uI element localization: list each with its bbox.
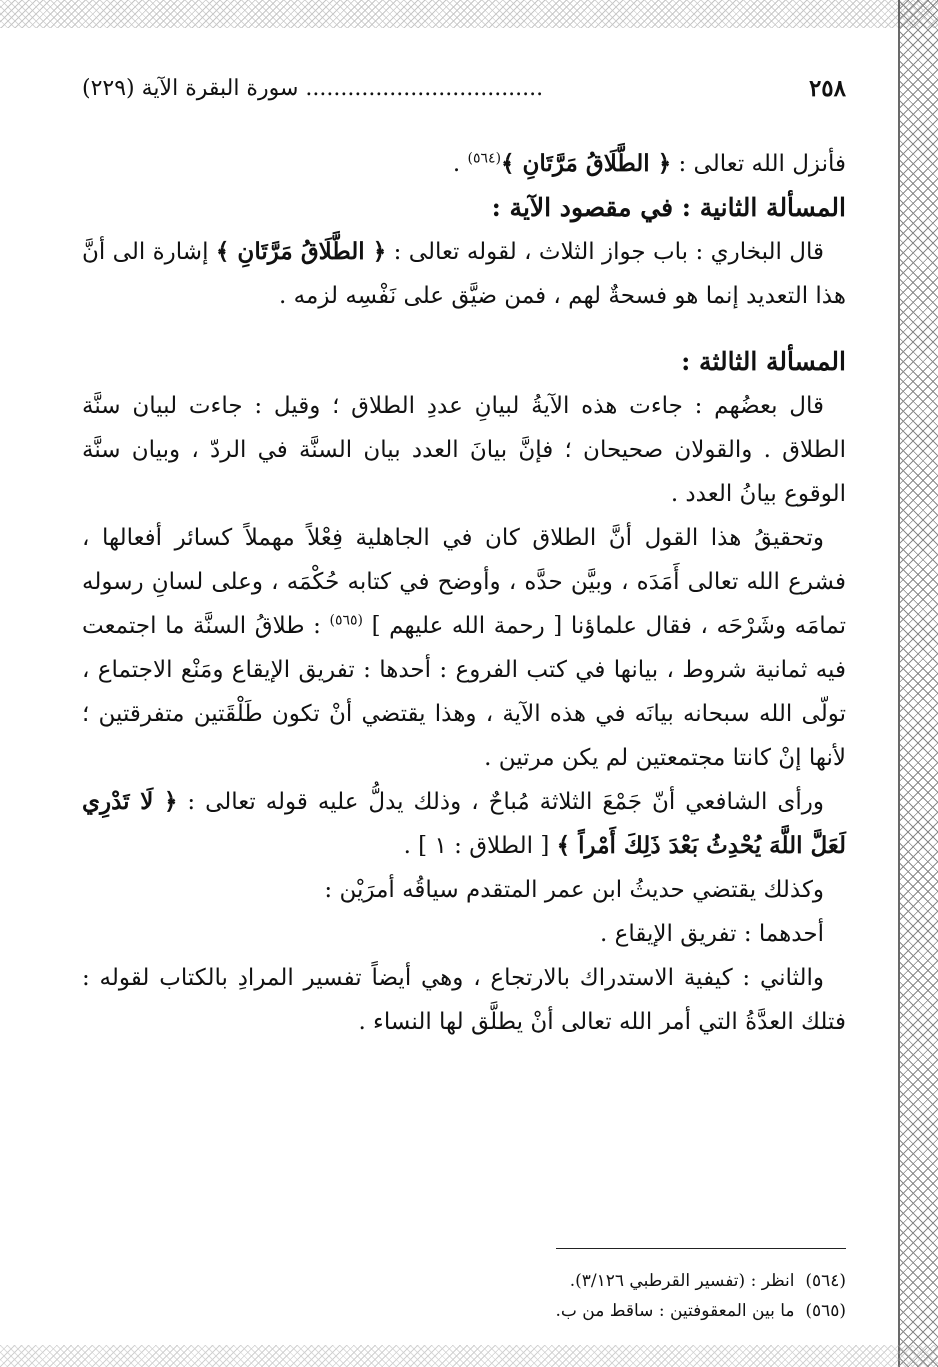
- heading-third-issue: المسألة الثالثة :: [681, 347, 846, 376]
- paragraph-bukhari: [82, 230, 846, 318]
- paragraph-shafii: [82, 780, 846, 868]
- paragraph-text: وتحقيقُ هذا القول أنَّ الطلاق كان في الجاهلية فِعْلاً مهملاً كسائر أفعالها ، فشرع الله تعالى أَمَدَه ، وبيَّن حدَّه ، وأوضح في كتابه حُكْمَه ، وعلى لسانِ رسوله تمامَه وشَرْحَه ، فقال علماؤنا [ رحمة الله عليهم ]: [82, 525, 846, 639]
- header-title: [82, 76, 543, 101]
- header-title-text: سورة البقرة الآية (٢٢٩): [82, 75, 299, 101]
- paragraph-text: إشارة الى أنَّ هذا التعديد إنما هو فسحةٌ لهم ، فمن ضيَّق على نَفْسِه لزمه .: [82, 239, 846, 309]
- paragraph-some-said: قال بعضُهم : جاءت هذه الآيةُ لبيانِ عددِ الطلاق ؛ وقيل : جاءت لبيان سنَّة الطلاق . والقولان صحيحان ؛ فإنَّ بيانَ العدد بيان السنَّة في الردّ ، وبيان سنَّة الوقوع بيانُ العدد .: [82, 393, 846, 507]
- page-number: ٢٥٨: [808, 74, 846, 102]
- paragraph-second: والثاني : كيفية الاستدراك بالارتجاع ، وهي أيضاً تفسير المرادِ بالكتاب لقوله : فتلك العدَّةُ التي أمر الله تعالى أنْ يطلَّق لها النساء .: [82, 965, 846, 1035]
- footnote-ref: (٥٦٥): [329, 612, 363, 629]
- footnote-number: (٥٦٤): [805, 1271, 846, 1291]
- quran-verse: ﴿ لَا تَدْرِي لَعَلَّ اللَّهَ يُحْدِثُ بَعْدَ ذَلِكَ أَمْراً ﴾: [82, 788, 846, 859]
- book-page: [82, 60, 846, 1330]
- paragraph-ibn-umar: وكذلك يقتضي حديثُ ابن عمر المتقدم سياقُه أمرَيْن :: [324, 877, 824, 903]
- paragraph-text: قال البخاري : باب جواز الثلاث ، لقوله تعالى :: [386, 239, 825, 265]
- quran-verse: ﴿ الطَّلَاقُ مَرَّتَانِ ﴾: [215, 238, 387, 265]
- header-dots: ..................................: [298, 75, 544, 101]
- body-text: [82, 142, 846, 1044]
- footnote-text: ما بين المعقوفتين : ساقط من ب.: [555, 1301, 795, 1321]
- footnote-ref: (٥٦٤): [467, 150, 502, 167]
- paragraph-first: أحدهما : تفريق الإيقاع .: [599, 921, 824, 947]
- opening-text: فأنزل الله تعالى :: [671, 151, 846, 177]
- footnotes: [82, 1266, 846, 1326]
- opening-line: [82, 142, 846, 186]
- running-header: [82, 70, 846, 106]
- footnote-text: انظر : (تفسير القرطبي ٣/١٢٦).: [569, 1271, 795, 1291]
- spacer: [82, 318, 846, 340]
- paragraph-verification: [82, 516, 846, 780]
- page-border-top: [0, 0, 938, 28]
- opening-end: .: [452, 151, 468, 177]
- paragraph-text: : طلاقُ السنَّة ما اجتمعت فيه ثمانية شروط ، بيانها في كتب الفروع : أحدها : تفريق الإيقاع ومَنْع الاجتماع ، تولّى الله سبحانه بيانَه في هذه الآية ، وهذا يقتضي أنْ تكون طَلْقَتين متفرقتين ؛ لأنها إنْ كانتا مجتمعتين لم يكن مرتين .: [82, 613, 846, 771]
- quran-verse: ﴿ الطَّلَاقُ مَرَّتَانِ ﴾: [501, 150, 672, 177]
- heading-second-issue: المسألة الثانية : في مقصود الآية :: [491, 193, 846, 222]
- footnote-565: [82, 1296, 846, 1326]
- footnote-number: (٥٦٥): [805, 1301, 846, 1321]
- footnote-564: [82, 1266, 846, 1296]
- page-border-ornament: [898, 0, 938, 1367]
- page-border-bottom: [0, 1345, 938, 1367]
- paragraph-text: [ الطلاق : ١ ] .: [403, 833, 557, 859]
- footnote-divider: [556, 1248, 846, 1249]
- paragraph-text: ورأى الشافعي أنّ جَمْعَ الثلاثة مُباحٌ ، وذلك يدلُّ عليه قوله تعالى :: [177, 789, 824, 815]
